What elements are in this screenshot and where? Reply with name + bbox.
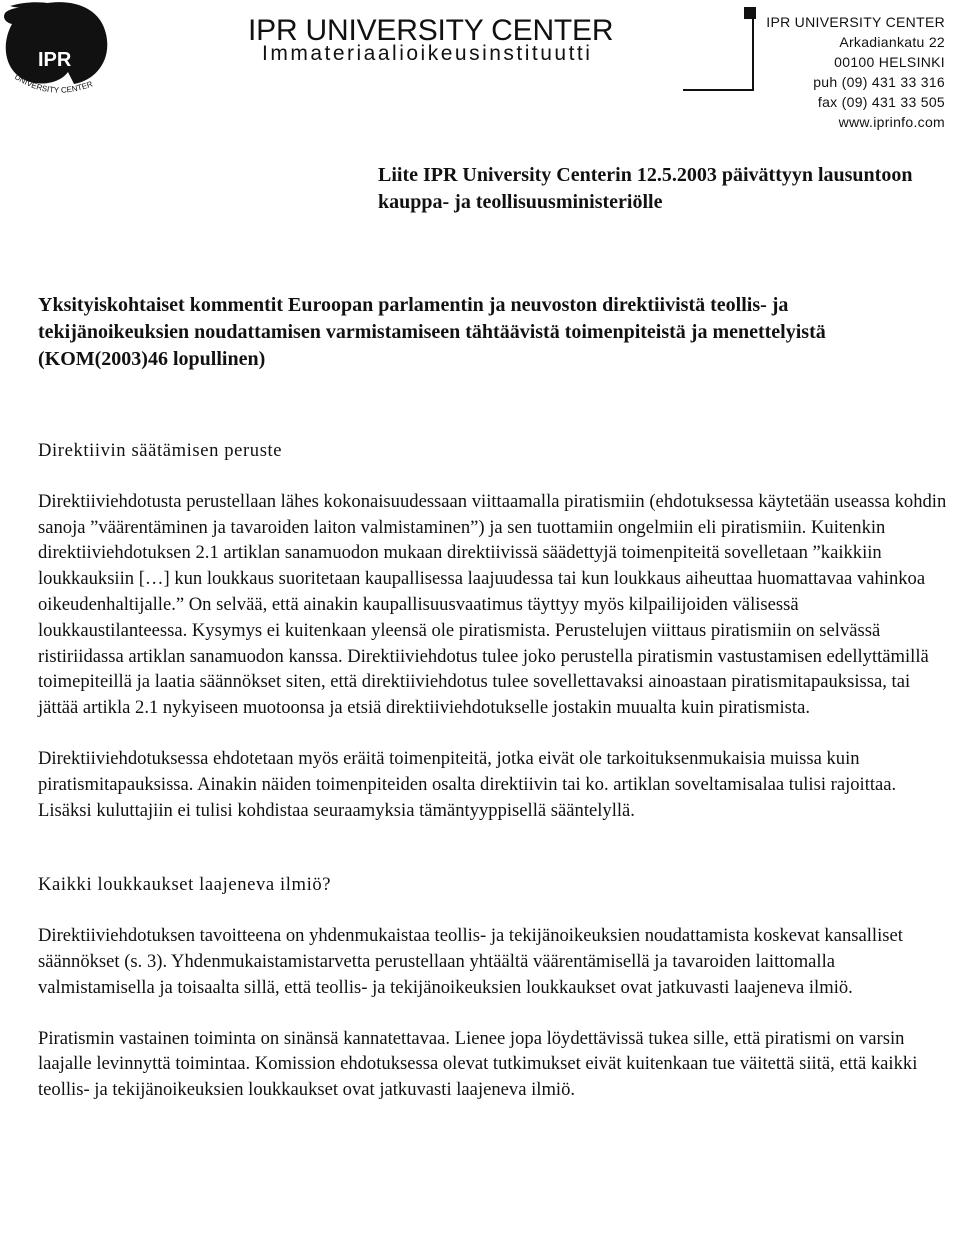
contact-address-block — [766, 12, 945, 132]
ipr-logo — [0, 0, 112, 108]
attachment-title: Liite IPR University Centerin 12.5.2003 päivättyyn lausuntoon kauppa- ja teollisuusministeriölle — [378, 164, 913, 213]
section-heading: Kaikki loukkaukset laajeneva ilmiö? — [38, 874, 332, 896]
header-corner-mark — [744, 7, 756, 19]
body-paragraph: Piratismin vastainen toiminta on sinänsä kannatettavaa. Lienee jopa löydettävissä tukea sille, että piratismi on varsin laajalle levinnyttä toimintaa. Komission ehdotuksessa olevat tutkimukset eivät kuitenkaan tue väitettä siitä, että kaikki teollis- ja tekijänoikeuksien loukkaukset ovat jatkuvasti laajeneva ilmiö. — [38, 1027, 918, 1101]
header-divider-horizontal — [683, 89, 754, 91]
address-street: Arkadiankatu 22 — [839, 34, 945, 50]
logo-text: IPR — [38, 49, 72, 71]
address-city: 00100 HELSINKI — [834, 54, 945, 70]
address-phone: puh (09) 431 33 316 — [813, 74, 945, 90]
address-fax: fax (09) 431 33 505 — [817, 94, 945, 110]
header-divider-vertical — [752, 16, 754, 90]
section-heading: Direktiivin säätämisen peruste — [38, 440, 283, 461]
brand-title: IPR UNIVERSITY CENTER — [248, 14, 614, 47]
address-web-link[interactable]: www.iprinfo.com — [838, 114, 945, 130]
logo-arc-text: UNIVERSITY CENTER — [12, 72, 94, 95]
document-body — [38, 438, 948, 1103]
body-paragraph: Direktiiviehdotuksessa ehdotetaan myös eräitä toimenpiteitä, jotka eivät ole tarkoituksenmukaisia muissa kuin piratismitapauksissa. Ainakin näiden toimenpiteiden osalta direktiivin tai ko. artiklan soveltamisalaa tulisi rajoittaa. Lisäksi kuluttajiin ei tulisi kohdistaa seuraamyksia tämäntyyppisellä sääntelyllä. — [38, 747, 897, 821]
address-name: IPR UNIVERSITY CENTER — [766, 14, 945, 30]
body-paragraph: Direktiiviehdotusta perustellaan lähes kokonaisuudessaan viittaamalla piratismiin (ehdotuksessa käytetään useassa kohdin sanoja ”väärentäminen ja tavaroiden laiton valmistaminen”) ja sen tuottamiin ongelmiin eli piratismiin. Kuitenkin direktiiviehdotuksen 2.1 artiklan sanamuodon mukaan direktiivissä säädettyjä toimenpiteitä sovelletaan ”kaikkiin loukkauksiin […] kun loukkaus suoritetaan kaupallisessa laajuudessa tai kun loukkaus aiheuttaa huomattavaa vahinkoa oikeudenhaltijalle.” On selvää, että ainakin kaupallisuusvaatimus täyttyy myös kilpailijoiden välisessä loukkaustilanteessa. Kysymys ei kuitenkaan yleensä ole piratismista. Perustelujen viittaus piratismiin on selvässä ristiriidassa artiklan sanamuodon kanssa. Direktiiviehdotus tulee joko perustella piratismin vastustamisen edellyttämillä toimepiteillä ja laatia säännökset siten, että direktiiviehdotus tulee sovellettavaksi ainoastaan piratismitapauksissa, tai jättää artikla 2.1 nykyiseen muotoonsa ja etsiä direktiiviehdotukselle jostakin muualta kuin piratismista. — [38, 490, 947, 719]
brand-subtitle: Immateriaalioikeusinstituutti — [262, 42, 593, 65]
document-main-title: Yksityiskohtaiset kommentit Euroopan parlamentin ja neuvoston direktiivistä teollis- ja tekijänoikeuksien noudattamisen varmistamiseen tähtäävistä toimenpiteistä ja menettelyistä (KOM(2003)46 lopullinen) — [38, 294, 826, 370]
body-paragraph: Direktiiviehdotuksen tavoitteena on yhdenmukaistaa teollis- ja tekijänoikeuksien noudattamista koskevat kansalliset säännökset (s. 3). Yhdenmukaistamistarvetta perustellaan yhtäältä väärentämisellä ja tavaroiden laittomalla valmistamisella ja toisaalta sillä, että teollis- ja tekijänoikeuksien loukkaukset ovat jatkuvasti laajeneva ilmiö. — [38, 925, 903, 998]
